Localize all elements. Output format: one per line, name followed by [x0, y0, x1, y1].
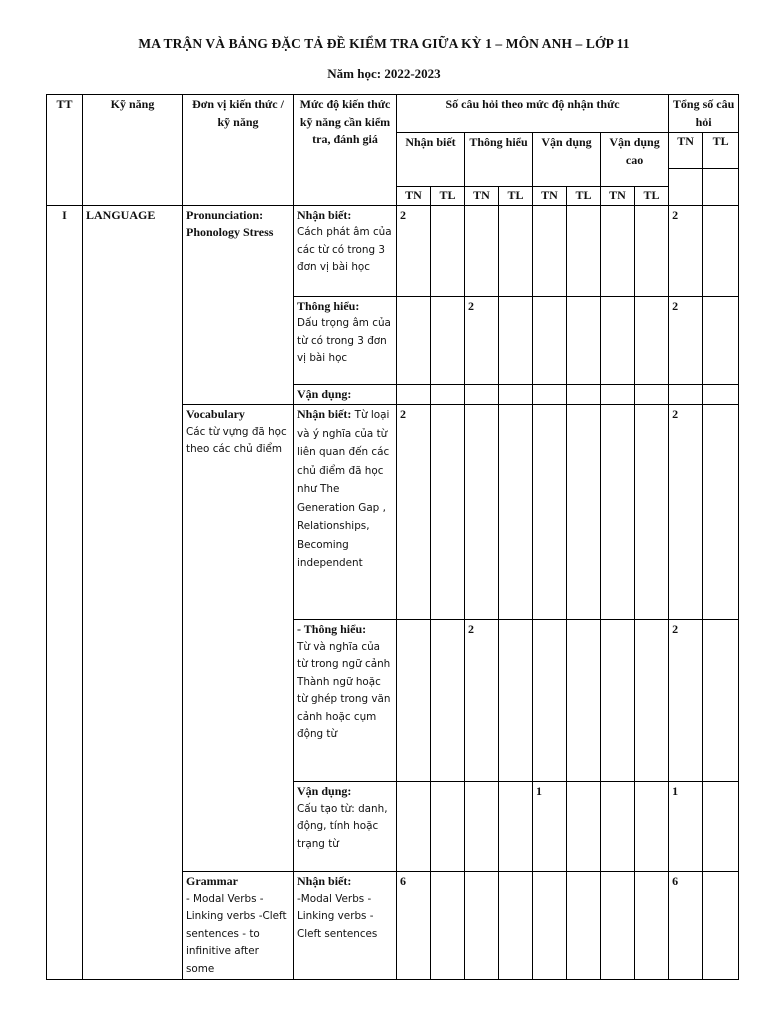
unit-title: Grammar	[186, 874, 238, 888]
level-cell	[294, 782, 397, 872]
level-description: Từ loại và ý nghĩa của từ liên quan đến các chủ điểm đã học như The Generation Gap , Relationships, Becoming independent	[297, 409, 390, 569]
level-label: Nhận biết:	[297, 407, 352, 421]
col-total: Tổng số câu hỏi	[669, 95, 739, 133]
header-row	[47, 95, 739, 133]
total-tn-value: 2	[669, 205, 703, 296]
col-count: Số câu hỏi theo mức độ nhận thức	[397, 95, 669, 133]
nb-tn-value: 2	[397, 405, 431, 620]
assessment-matrix-table	[46, 94, 739, 980]
total-tn-value: 2	[669, 405, 703, 620]
th-tn-value: 2	[465, 620, 499, 782]
col-tt: TT	[47, 95, 83, 206]
vdc-tn-header: TN	[601, 187, 635, 206]
total-tn-value: 2	[669, 620, 703, 782]
col-unit: Đơn vị kiến thức / kỹ năng	[183, 95, 294, 206]
nb-tn-header: TN	[397, 187, 431, 206]
document-title: MA TRẬN VÀ BẢNG ĐẶC TẢ ĐỀ KIỂM TRA GIỮA KỲ 1 – MÔN ANH – LỚP 11	[138, 36, 630, 51]
unit-description: Các từ vựng đã học theo các chủ điểm	[186, 425, 287, 455]
level-description: -Modal Verbs - Linking verbs -Cleft sentences	[297, 892, 378, 940]
section-name: LANGUAGE	[83, 205, 183, 980]
level-label: - Thông hiểu:	[297, 622, 367, 636]
total-tn-header: TN	[669, 133, 703, 169]
col-van-dung-cao: Vận dụng cao	[601, 133, 669, 187]
level-label: Thông hiểu:	[297, 298, 360, 313]
level-cell	[294, 405, 397, 620]
nb-tn-value: 6	[397, 872, 431, 980]
col-skill: Kỹ năng	[83, 95, 183, 206]
level-description: Dấu trọng âm của từ có trong 3 đơn vị bài học	[297, 317, 391, 364]
total-tn-value: 6	[669, 872, 703, 980]
section-number: I	[47, 205, 83, 980]
level-cell	[294, 384, 397, 405]
unit-vocabulary	[183, 405, 294, 872]
level-label: Nhận biết:	[297, 874, 352, 888]
vdc-tl-header: TL	[635, 187, 669, 206]
level-cell	[294, 296, 397, 384]
total-tn-value: 1	[669, 782, 703, 872]
col-level: Mức độ kiến thức kỹ năng cần kiểm tra, đánh giá	[294, 95, 397, 206]
unit-title: Vocabulary	[186, 407, 245, 421]
table-row	[47, 205, 739, 296]
th-tn-header: TN	[465, 187, 499, 206]
level-cell	[294, 872, 397, 980]
level-label: Vận dụng:	[297, 386, 352, 401]
level-cell	[294, 205, 397, 296]
nb-tl-header: TL	[431, 187, 465, 206]
level-cell	[294, 620, 397, 782]
level-label: Nhận biết:	[297, 207, 352, 222]
vd-tn-header: TN	[533, 187, 567, 206]
vd-tn-value: 1	[533, 782, 567, 872]
vd-tl-header: TL	[567, 187, 601, 206]
th-tn-value: 2	[465, 296, 499, 384]
total-tl-header: TL	[703, 133, 739, 169]
col-thong-hieu: Thông hiểu	[465, 133, 533, 187]
unit-grammar	[183, 872, 294, 980]
th-tl-header: TL	[499, 187, 533, 206]
level-description: Cấu tạo từ: danh, động, tính hoặc trạng từ	[297, 802, 388, 850]
total-tn-value: 2	[669, 296, 703, 384]
unit-description: - Modal Verbs - Linking verbs -Cleft sentences - to infinitive after some	[186, 892, 287, 975]
school-year: Năm học: 2022-2023	[327, 66, 441, 81]
level-label: Vận dụng:	[297, 784, 352, 798]
level-description: Cách phát âm của các từ có trong 3 đơn vị bài học	[297, 226, 392, 273]
unit-pronunciation: Pronunciation: Phonology Stress	[183, 205, 294, 405]
level-description: Từ và nghĩa của từ trong ngữ cảnh Thành ngữ hoặc từ ghép trong văn cảnh hoặc cụm động từ	[297, 640, 391, 740]
col-van-dung: Vận dụng	[533, 133, 601, 187]
nb-tn-value: 2	[397, 205, 431, 296]
col-nhan-biet: Nhận biết	[397, 133, 465, 187]
